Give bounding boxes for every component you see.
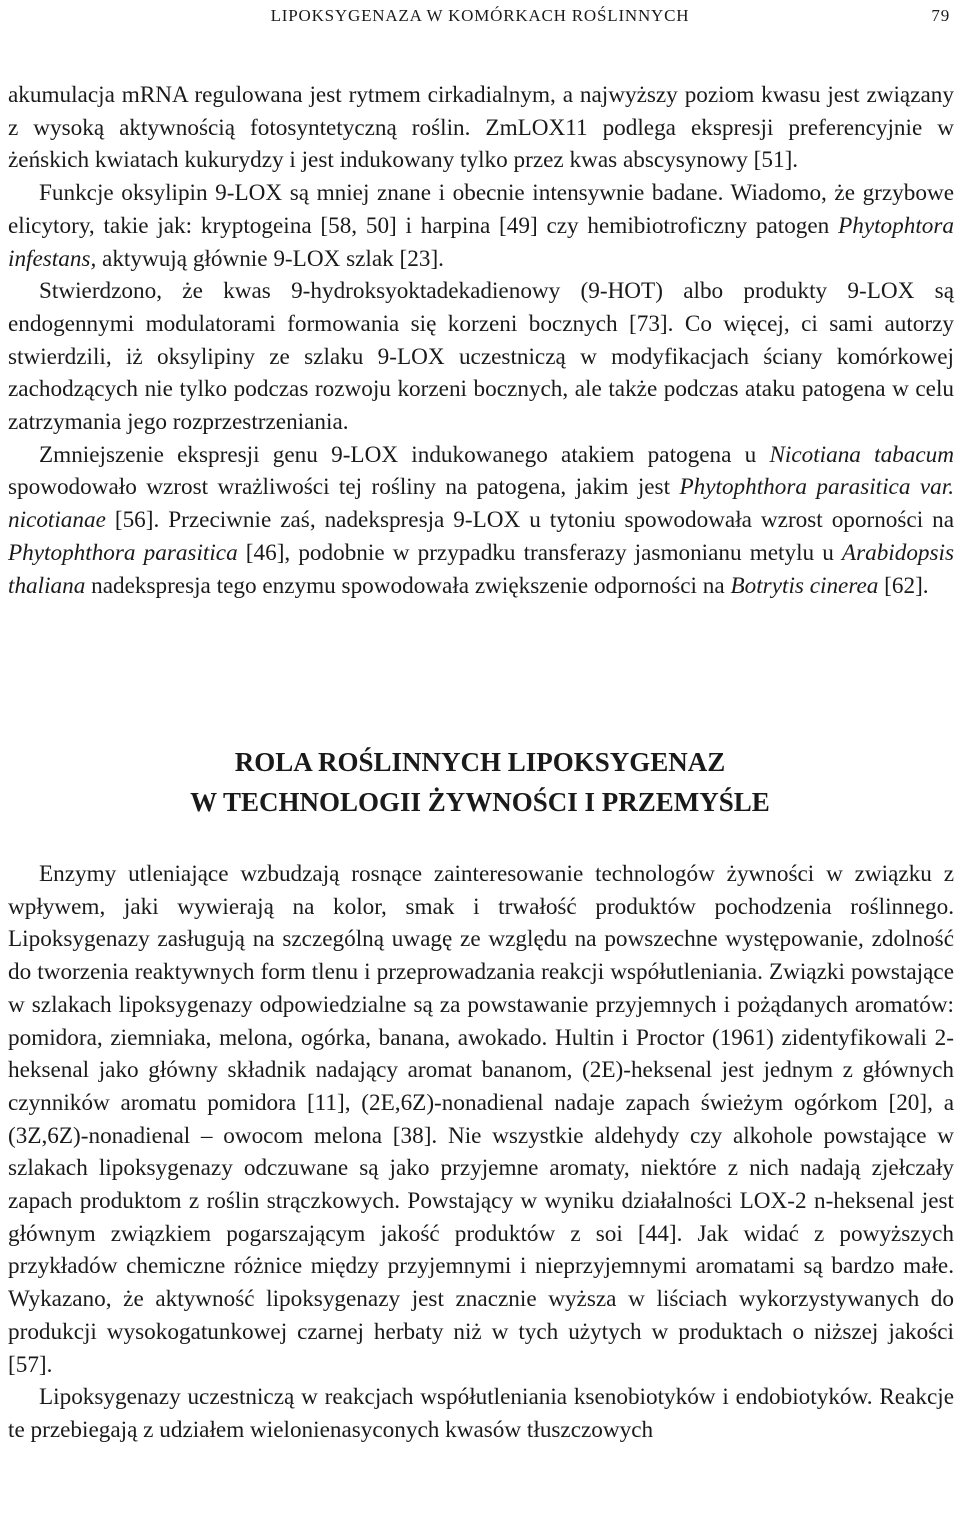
section-heading-line: ROLA ROŚLINNYCH LIPOKSYGENAZ [234,747,726,777]
species-name: Arabidopsis thaliana [8,539,955,599]
text-run: aktywują głównie 9-LOX szlak [23]. [96,245,444,272]
paragraph: Lipoksygenazy uczestniczą w reakcjach współutleniania ksenobiotyków i endobiotyków. Reakcje te przebiegają z udziałem wielonienasyconych kwasów tłuszczowych [8,1384,954,1443]
running-title: LIPOKSYGENAZA W KOMÓRKACH ROŚLINNYCH [270,6,690,25]
species-name: Botrytis cinerea [730,572,879,599]
text-run: [62]. [878,572,929,599]
page-number: 79 [931,6,950,25]
text-run: Funkcje oksylipin 9-LOX są mniej znane i obecnie intensywnie badane. Wiadomo, że grzybowe elicytory, takie jak: kryptogeina [58, 50] i harpina [49] czy hemibiotroficzny patogen [8,180,954,239]
species-name: Phytophthora parasitica var. nicotianae [8,474,954,534]
paragraph [8,439,954,603]
paragraph: Stwierdzono, że kwas 9-hydroksyoktadekadienowy (9-HOT) albo produkty 9-LOX są endogennymi modulatorami formowania się korzeni bocznych [73]. Co więcej, ci sami autorzy stwierdzili, iż oksylipiny ze szlaku 9-LOX uczestniczą w modyfikacjach ściany komórkowej zachodzących nie tylko podczas rozwoju korzeni bocznych, ale także podczas ataku patogena w celu zatrzymania jego rozprzestrzeniania. [8,278,954,436]
section-body-2 [8,858,954,1447]
text-run: [56]. Przeciwnie zaś, nadekspresja 9-LOX u tytoniu spowodowała wzrost oporności na [105,507,954,534]
text-run: spowodowało wzrost wrażliwości tej rośliny na patogena, jakim jest [8,474,680,501]
section-heading [0,742,960,822]
species-name: Phytophtora infestans, [8,212,954,272]
species-name: Phytophthora parasitica [8,539,238,566]
text-run: nadekspresja tego enzymu spowodowała zwiększenie odporności na [85,572,731,599]
section-heading-line: W TECHNOLOGII ŻYWNOŚCI I PRZEMYŚLE [190,787,770,817]
text-run: Zmniejszenie ekspresji genu 9-LOX indukowanego atakiem patogena u [39,441,770,468]
running-header [0,2,960,32]
paragraph: akumulacja mRNA regulowana jest rytmem cirkadialnym, a najwyższy poziom kwasu jest związany z wysoką aktywnością fotosyntetyczną roślin. ZmLOX11 podlega ekspresji preferencyjnie w żeńskich kwiatach kukurydzy i jest indukowany tylko przez kwas abscysynowy [51]. [8,82,954,174]
paragraph: Enzymy utleniające wzbudzają rosnące zainteresowanie technologów żywności w związku z wpływem, jaki wywierają na kolor, smak i trwałość produktów pochodzenia roślinnego. Lipoksygenazy zasługują na szczególną uwagę ze względu na powszechne występowanie, zdolność do tworzenia reaktywnych form tlenu i przeprowadzania reakcji współutleniania. Związki powstające w szlakach lipoksygenazy odpowiedzialne są za powstawanie przyjemnych i pożądanych aromatów: pomidora, ziemniaka, melona, ogórka, banana, awokado. Hultin i Proctor (1961) zidentyfikowali 2-heksenal jako główny składnik nadający aromat bananom, (2E)-heksenal jest jednym z głównych czynników aromatu pomidora [11], (2E,6Z)-nonadienal nadaje zapach świeżym ogórkom [20], a (3Z,6Z)-nonadienal – owocom melona [38]. Nie wszystkie aldehydy czy alkohole powstające w szlakach lipoksygenazy odczuwane są jako przyjemne aromaty, niektóre z nich nadają zjełczały zapach produktom z roślin strączkowych. Powstający w wyniku działalności LOX-2 n-heksenal jest głównym związkiem pogarszającym jakość produktów z soi [44]. Jak widać z powyższych przykładów chemiczne różnice między przyjemnymi i nieprzyjemnymi aromatami są bardzo małe. Wykazano, że aktywność lipoksygenazy jest znacznie wyższa w liściach wykorzystywanych do produkcji wysokogatunkowej czarnej herbaty niż w tych użytych w produktach o niższej jakości [57]. [8,861,954,1378]
species-name: Nicotiana tabacum [769,441,954,468]
section-body-1 [8,79,954,602]
paragraph [8,177,954,275]
text-run: [46], podobnie w przypadku transferazy jasmonianu metylu u [237,539,842,566]
